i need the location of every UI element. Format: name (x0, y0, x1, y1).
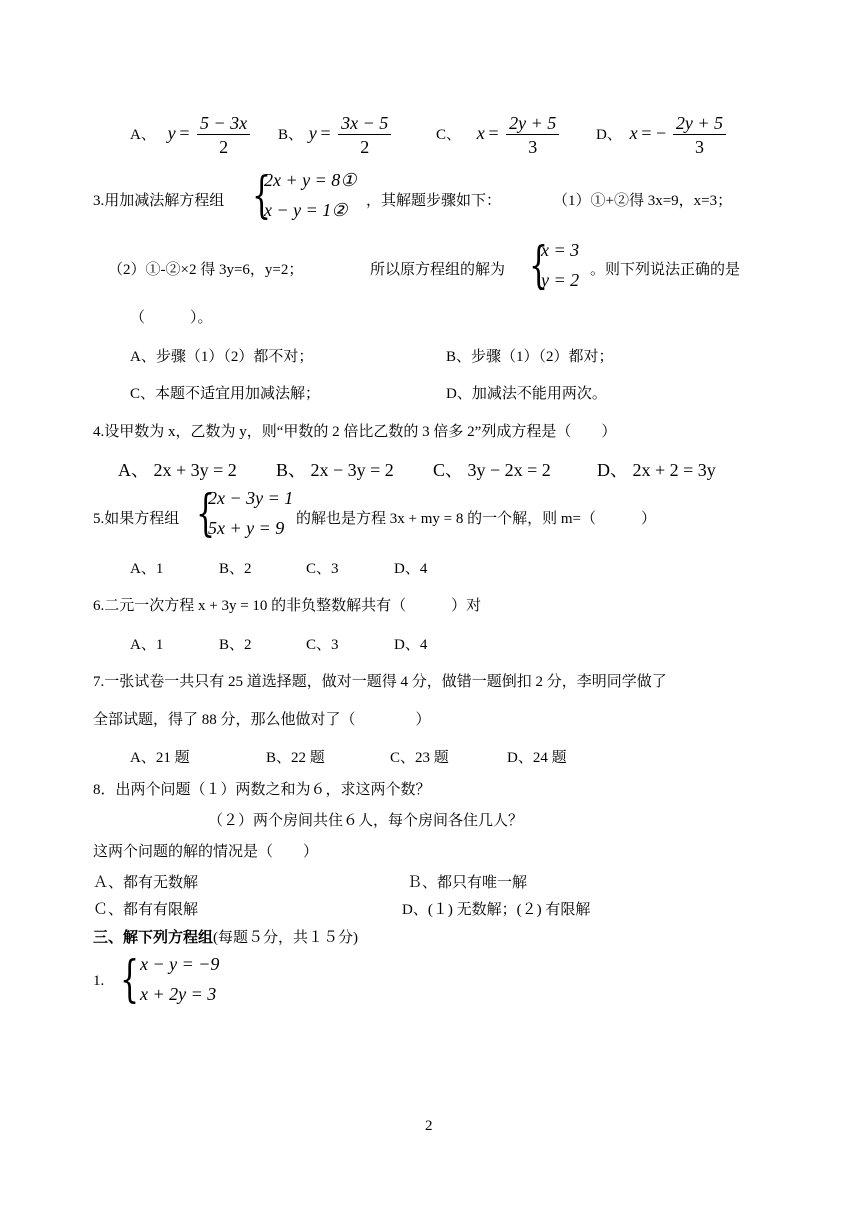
brace: { (196, 484, 216, 542)
q8-option-d: D、(１) 无数解；(２) 有限解 (402, 902, 591, 918)
q8-option-b: Ｂ、都只有唯一解 (407, 875, 528, 891)
q8-option-a: Ａ、都有无数解 (93, 875, 199, 891)
q5-option-b: B、2 (219, 561, 252, 577)
q5-option-d: D、4 (394, 561, 428, 577)
q3-solution-suffix: 。则下列说法正确的是 (590, 262, 741, 278)
q4-option-c: C、 3y − 2x = 2 (433, 460, 551, 480)
q5-prefix: 5.如果方程组 (93, 511, 180, 527)
page-number: 2 (425, 1118, 433, 1134)
q2-option-c: C、 x = $\frac{2y + 5}{3}$ (436, 113, 562, 158)
q3-prefix: 3.用加减法解方程组 (93, 193, 225, 209)
q8-line2: （２）两个房间共住６人，每个房间各住几人？ (208, 813, 524, 829)
q7-option-d: D、24 题 (507, 750, 567, 766)
q7-option-c: C、23 题 (390, 750, 449, 766)
q4-option-d: D、 2x + 2 = 3y (597, 460, 716, 480)
q3-step1: （1）①+②得 3x=9，x=3； (553, 193, 733, 209)
q7-line1: 7.一张试卷一共只有 25 道选择题，做对一题得 4 分，做错一题倒扣 2 分，李明同学做了 (93, 674, 667, 690)
q6-option-c: C、3 (306, 637, 339, 653)
q4-text: 4.设甲数为 x，乙数为 y，则“甲数的 2 倍比乙数的 3 倍多 2”列成方程是（ ） (93, 424, 617, 440)
q2-option-b: B、 y = $\frac{3x - 5}{2}$ (278, 113, 394, 158)
q4-option-b: B、 2x − 3y = 2 (276, 460, 394, 480)
section3-title: 三、解下列方程组 (93, 930, 214, 946)
brace: { (252, 166, 272, 224)
section3-note: (每题５分，共１５分) (213, 930, 359, 946)
q4-option-a: A、 2x + 3y = 2 (118, 460, 237, 480)
q3-option-b: B、步骤（1）（2）都对； (446, 349, 614, 365)
q3-step2: （2）①-②×2 得 3y=6，y=2； (108, 262, 304, 278)
q7-option-b: B、22 题 (266, 750, 325, 766)
q7-line2: 全部试题，得了 88 分，那么他做对了（ ） (93, 712, 431, 728)
q5-option-a: A、1 (130, 561, 164, 577)
q5-option-c: C、3 (306, 561, 339, 577)
q3-option-d: D、加减法不能用两次。 (446, 386, 607, 402)
brace: { (529, 236, 549, 294)
q2-option-d: D、 x = − $\frac{2y + 5}{3}$ (596, 113, 729, 158)
q2-option-a: A、 y = $\frac{5 - 3x}{2}$ (130, 113, 253, 158)
q6-option-d: D、4 (394, 637, 428, 653)
q7-option-a: A、21 题 (130, 750, 190, 766)
q3-option-a: A、步骤（1）（2）都不对； (130, 349, 314, 365)
q6-option-b: B、2 (219, 637, 252, 653)
q6-text: 6.二元一次方程 x + 3y = 10 的非负整数解共有（ ）对 (93, 598, 482, 614)
q3-option-c: C、本题不适宜用加减法解； (130, 386, 321, 402)
section3-heading (93, 926, 358, 947)
q6-option-a: A、1 (130, 637, 164, 653)
q8-line1: 8．出两个问题（１）两数之和为６，求这两个数？ (93, 782, 431, 798)
q8-line3: 这两个问题的解的情况是（ ） (93, 844, 319, 860)
q3-mid: ，其解题步骤如下： (366, 193, 502, 209)
q3-answer-blank: （ ）。 (130, 310, 213, 326)
q3-solution-prefix: 所以原方程组的解为 (370, 262, 506, 278)
q8-option-c: Ｃ、都有有限解 (93, 902, 199, 918)
brace: { (120, 950, 140, 1008)
q5-suffix: 的解也是方程 3x + my = 8 的一个解，则 m=（ ） (296, 511, 656, 527)
section3-item-label: 1. (93, 973, 105, 989)
